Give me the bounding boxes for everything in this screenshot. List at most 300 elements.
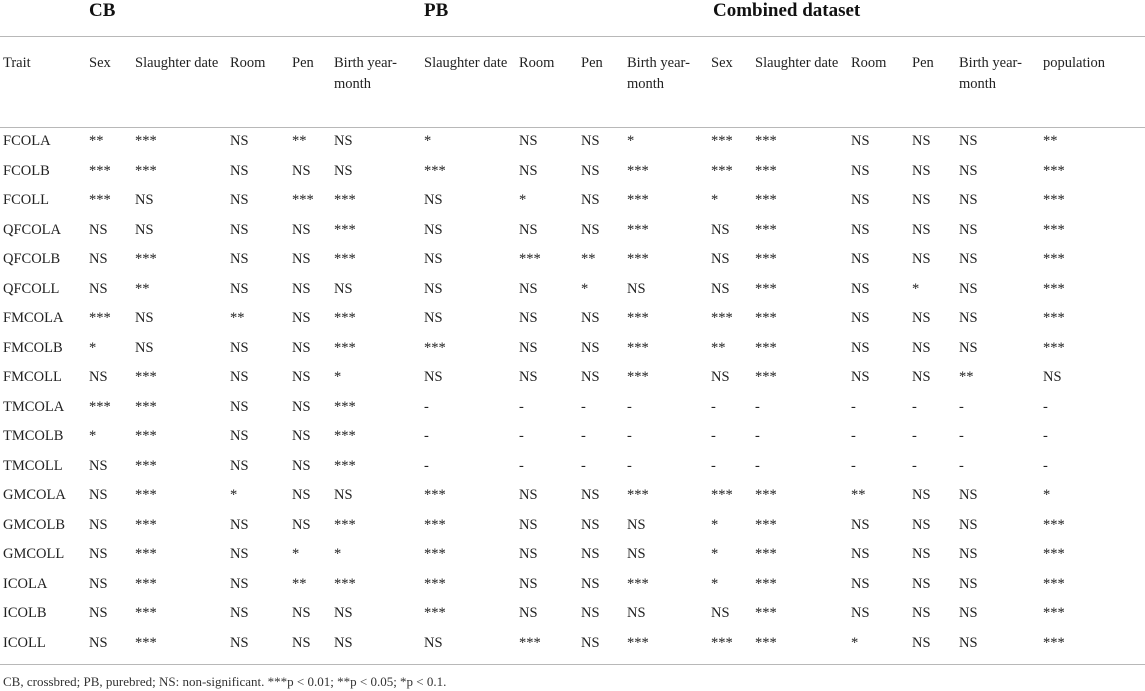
significance-cell: NS bbox=[851, 546, 870, 562]
significance-cell: * bbox=[334, 546, 342, 562]
significance-cell: *** bbox=[334, 457, 356, 474]
significance-cell: NS bbox=[959, 310, 978, 326]
significance-cell: *** bbox=[711, 634, 733, 651]
significance-cell: NS bbox=[912, 192, 931, 208]
significance-cell: NS bbox=[851, 221, 870, 238]
significance-cell: NS bbox=[851, 339, 870, 356]
significance-cell: * bbox=[581, 280, 589, 297]
significance-cell: NS bbox=[230, 280, 249, 297]
significance-cell: *** bbox=[1043, 251, 1065, 267]
trait-cell: ICOLA bbox=[3, 575, 48, 592]
significance-cell: NS bbox=[519, 280, 538, 297]
significance-cell: NS bbox=[581, 369, 600, 385]
significance-cell: - bbox=[519, 428, 524, 444]
significance-cell: *** bbox=[755, 369, 777, 385]
significance-cell: * bbox=[1043, 487, 1051, 503]
significance-cell: NS bbox=[89, 487, 108, 503]
trait-cell: GMCOLL bbox=[3, 546, 65, 562]
significance-cell: *** bbox=[334, 339, 356, 356]
significance-cell: *** bbox=[755, 221, 777, 238]
significance-cell: *** bbox=[755, 516, 777, 533]
significance-cell: NS bbox=[135, 221, 154, 238]
significance-cell: NS bbox=[424, 310, 443, 326]
significance-cell: * bbox=[89, 428, 97, 444]
significance-cell: ** bbox=[581, 251, 596, 267]
significance-cell: NS bbox=[519, 487, 538, 503]
significance-cell: NS bbox=[581, 575, 600, 592]
significance-cell: NS bbox=[292, 605, 311, 621]
significance-cell: *** bbox=[755, 310, 777, 326]
significance-cell: *** bbox=[424, 487, 446, 503]
table-body bbox=[0, 127, 1145, 658]
significance-cell: NS bbox=[959, 575, 978, 592]
significance-cell: - bbox=[627, 428, 632, 444]
significance-cell: NS bbox=[851, 280, 870, 297]
significance-cell: NS bbox=[581, 546, 600, 562]
table-row bbox=[0, 629, 1145, 659]
column-header: Birth year-month bbox=[627, 55, 690, 92]
significance-cell: *** bbox=[135, 634, 157, 651]
significance-cell: NS bbox=[424, 634, 443, 651]
significance-cell: - bbox=[912, 398, 917, 415]
significance-cell: NS bbox=[959, 605, 978, 621]
table-row bbox=[0, 127, 1145, 157]
significance-cell: *** bbox=[627, 487, 649, 503]
column-header: Slaughter date bbox=[135, 55, 219, 71]
table-row bbox=[0, 275, 1145, 305]
significance-cell: NS bbox=[334, 634, 353, 651]
trait-cell: FCOLA bbox=[3, 133, 51, 149]
significance-cell: NS bbox=[292, 339, 311, 356]
significance-cell: NS bbox=[292, 634, 311, 651]
top-rule bbox=[0, 36, 1145, 37]
significance-cell: NS bbox=[851, 310, 870, 326]
column-header: Slaughter date bbox=[424, 55, 508, 71]
significance-cell: - bbox=[1043, 398, 1048, 415]
significance-cell: NS bbox=[711, 605, 730, 621]
significance-cell: *** bbox=[1043, 605, 1065, 621]
significance-cell: *** bbox=[89, 398, 111, 415]
significance-cell: *** bbox=[89, 162, 111, 179]
significance-cell: - bbox=[424, 428, 429, 444]
significance-cell: *** bbox=[334, 192, 356, 208]
significance-cell: NS bbox=[581, 162, 600, 179]
significance-cell: ** bbox=[292, 133, 307, 149]
significance-cell: NS bbox=[959, 192, 978, 208]
significance-cell: *** bbox=[89, 310, 111, 326]
significance-cell: NS bbox=[912, 339, 931, 356]
table-footnote: CB, crossbred; PB, purebred; NS: non-significant. ***p < 0.01; **p < 0.05; *p < 0.1. bbox=[3, 674, 447, 689]
significance-cell: NS bbox=[230, 251, 249, 267]
significance-cell: - bbox=[627, 457, 632, 474]
significance-cell: * bbox=[334, 369, 342, 385]
significance-cell: NS bbox=[711, 221, 730, 238]
group-header-pb: PB bbox=[424, 0, 449, 21]
significance-cell: NS bbox=[959, 487, 978, 503]
significance-cell: *** bbox=[755, 280, 777, 297]
significance-cell: NS bbox=[581, 516, 600, 533]
significance-cell: - bbox=[959, 457, 964, 474]
significance-cell: *** bbox=[135, 605, 157, 621]
significance-cell: - bbox=[755, 398, 760, 415]
significance-cell: - bbox=[1043, 457, 1048, 474]
significance-cell: - bbox=[755, 457, 760, 474]
column-header: Pen bbox=[912, 55, 934, 71]
significance-cell: NS bbox=[959, 221, 978, 238]
significance-cell: - bbox=[581, 398, 586, 415]
significance-cell: *** bbox=[1043, 546, 1065, 562]
significance-cell: NS bbox=[912, 221, 931, 238]
significance-cell: NS bbox=[292, 487, 311, 503]
significance-cell: - bbox=[851, 398, 856, 415]
table-row bbox=[0, 186, 1145, 216]
table-row bbox=[0, 570, 1145, 600]
significance-cell: ** bbox=[292, 575, 307, 592]
significance-cell: NS bbox=[424, 251, 443, 267]
significance-cell: ** bbox=[89, 133, 104, 149]
significance-cell: - bbox=[627, 398, 632, 415]
significance-cell: NS bbox=[292, 457, 311, 474]
significance-cell: NS bbox=[89, 605, 108, 621]
significance-cell: NS bbox=[912, 310, 931, 326]
significance-cell: - bbox=[424, 398, 429, 415]
significance-cell: NS bbox=[519, 546, 538, 562]
significance-cell: *** bbox=[519, 251, 541, 267]
significance-cell: - bbox=[959, 428, 964, 444]
table-row bbox=[0, 304, 1145, 334]
significance-cell: NS bbox=[912, 516, 931, 533]
table-row bbox=[0, 540, 1145, 570]
significance-cell: NS bbox=[519, 369, 538, 385]
column-header: population bbox=[1043, 55, 1106, 71]
significance-cell: NS bbox=[424, 192, 443, 208]
table-row bbox=[0, 216, 1145, 246]
significance-cell: NS bbox=[627, 516, 646, 533]
trait-cell: FMCOLA bbox=[3, 310, 64, 326]
significance-cell: *** bbox=[627, 251, 649, 267]
significance-cell: *** bbox=[755, 605, 777, 621]
significance-cell: *** bbox=[424, 339, 446, 356]
significance-cell: NS bbox=[292, 280, 311, 297]
significance-cell: NS bbox=[851, 369, 870, 385]
significance-cell: NS bbox=[230, 575, 249, 592]
significance-cell: NS bbox=[627, 280, 646, 297]
significance-cell: NS bbox=[230, 634, 249, 651]
significance-cell: NS bbox=[581, 487, 600, 503]
significance-cell: * bbox=[519, 192, 527, 208]
significance-cell: NS bbox=[912, 162, 931, 179]
significance-cell: *** bbox=[334, 221, 356, 238]
significance-cell: NS bbox=[851, 133, 870, 149]
significance-cell: *** bbox=[627, 162, 649, 179]
significance-cell: NS bbox=[581, 133, 600, 149]
significance-cell: NS bbox=[519, 575, 538, 592]
significance-cell: - bbox=[851, 457, 856, 474]
column-header: Birth year-month bbox=[959, 55, 1022, 92]
significance-cell: *** bbox=[755, 575, 777, 592]
significance-cell: *** bbox=[627, 369, 649, 385]
significance-cell: *** bbox=[135, 398, 157, 415]
significance-cell: NS bbox=[959, 251, 978, 267]
significance-cell: NS bbox=[627, 605, 646, 621]
significance-cell: NS bbox=[959, 339, 978, 356]
significance-cell: NS bbox=[959, 546, 978, 562]
significance-cell: NS bbox=[959, 516, 978, 533]
significance-cell: NS bbox=[230, 428, 249, 444]
significance-cell: NS bbox=[230, 133, 249, 149]
trait-cell: TMCOLA bbox=[3, 398, 65, 415]
significance-cell: * bbox=[292, 546, 300, 562]
significance-cell: *** bbox=[334, 575, 356, 592]
significance-cell: ** bbox=[230, 310, 245, 326]
significance-cell: *** bbox=[627, 192, 649, 208]
significance-cell: NS bbox=[292, 398, 311, 415]
significance-cell: *** bbox=[627, 634, 649, 651]
significance-cell: NS bbox=[424, 280, 443, 297]
significance-cell: NS bbox=[711, 280, 730, 297]
significance-cell: *** bbox=[135, 162, 157, 179]
significance-cell: NS bbox=[519, 133, 538, 149]
significance-cell: NS bbox=[912, 487, 931, 503]
trait-cell: ICOLB bbox=[3, 605, 47, 621]
significance-cell: *** bbox=[334, 516, 356, 533]
significance-cell: *** bbox=[711, 162, 733, 179]
trait-cell: FMCOLB bbox=[3, 339, 63, 356]
significance-cell: - bbox=[959, 398, 964, 415]
significance-cell: NS bbox=[959, 133, 978, 149]
significance-cell: NS bbox=[519, 310, 538, 326]
significance-cell: NS bbox=[851, 192, 870, 208]
column-header: Room bbox=[851, 55, 887, 71]
significance-cell: - bbox=[519, 398, 524, 415]
significance-cell: * bbox=[230, 487, 238, 503]
significance-cell: * bbox=[711, 546, 719, 562]
significance-cell: NS bbox=[959, 162, 978, 179]
table-row bbox=[0, 245, 1145, 275]
significance-cell: NS bbox=[292, 516, 311, 533]
significance-cell: NS bbox=[959, 634, 978, 651]
significance-cell: *** bbox=[1043, 162, 1065, 179]
significance-cell: NS bbox=[424, 221, 443, 238]
significance-cell: *** bbox=[1043, 339, 1065, 356]
significance-cell: NS bbox=[581, 634, 600, 651]
column-header: Slaughter date bbox=[755, 55, 839, 71]
significance-cell: NS bbox=[334, 133, 353, 149]
trait-cell: GMCOLB bbox=[3, 516, 66, 533]
significance-cell: * bbox=[711, 575, 719, 592]
significance-cell: *** bbox=[424, 546, 446, 562]
column-header: Room bbox=[230, 55, 266, 71]
significance-cell: *** bbox=[135, 575, 157, 592]
significance-cell: * bbox=[851, 634, 859, 651]
significance-cell: NS bbox=[135, 339, 154, 356]
significance-cell: NS bbox=[230, 221, 249, 238]
significance-cell: NS bbox=[230, 605, 249, 621]
significance-cell: ** bbox=[711, 339, 726, 356]
significance-cell: NS bbox=[519, 221, 538, 238]
significance-cell: - bbox=[1043, 428, 1048, 444]
significance-cell: NS bbox=[230, 192, 249, 208]
significance-cell: *** bbox=[1043, 221, 1065, 238]
significance-cell: NS bbox=[912, 575, 931, 592]
significance-cell: NS bbox=[851, 162, 870, 179]
significance-cell: *** bbox=[755, 487, 777, 503]
bottom-rule bbox=[0, 664, 1145, 665]
significance-cell: NS bbox=[230, 546, 249, 562]
group-header-combined: Combined dataset bbox=[713, 0, 861, 21]
trait-cell: QFCOLA bbox=[3, 221, 62, 238]
significance-cell: *** bbox=[519, 634, 541, 651]
significance-cell: NS bbox=[89, 369, 108, 385]
significance-cell: NS bbox=[912, 634, 931, 651]
significance-cell: NS bbox=[292, 369, 311, 385]
significance-cell: *** bbox=[711, 133, 733, 149]
significance-cell: NS bbox=[89, 546, 108, 562]
trait-cell: QFCOLB bbox=[3, 251, 61, 267]
table-row bbox=[0, 334, 1145, 364]
significance-cell: * bbox=[711, 516, 719, 533]
significance-cell: NS bbox=[292, 221, 311, 238]
trait-cell: ICOLL bbox=[3, 634, 46, 651]
significance-cell: NS bbox=[711, 251, 730, 267]
significance-cell: NS bbox=[89, 251, 108, 267]
significance-cell: *** bbox=[755, 339, 777, 356]
significance-cell: *** bbox=[755, 162, 777, 179]
significance-cell: NS bbox=[519, 516, 538, 533]
significance-cell: ** bbox=[135, 280, 150, 297]
significance-cell: NS bbox=[230, 398, 249, 415]
significance-cell: *** bbox=[1043, 192, 1065, 208]
significance-cell: *** bbox=[755, 133, 777, 149]
trait-cell: FCOLL bbox=[3, 192, 49, 208]
significance-cell: NS bbox=[89, 575, 108, 592]
significance-cell: NS bbox=[581, 192, 600, 208]
significance-cell: NS bbox=[89, 280, 108, 297]
significance-cell: - bbox=[581, 457, 586, 474]
significance-cell: * bbox=[89, 339, 97, 356]
trait-cell: TMCOLB bbox=[3, 428, 64, 444]
significance-cell: NS bbox=[135, 310, 154, 326]
significance-cell: ** bbox=[851, 487, 866, 503]
significance-cell: NS bbox=[519, 339, 538, 356]
significance-cell: *** bbox=[135, 369, 157, 385]
significance-cell: *** bbox=[135, 457, 157, 474]
significance-cell: *** bbox=[135, 251, 157, 267]
table-row bbox=[0, 511, 1145, 541]
significance-cell: *** bbox=[1043, 516, 1065, 533]
significance-cell: *** bbox=[135, 516, 157, 533]
significance-cell: NS bbox=[581, 221, 600, 238]
significance-cell: * bbox=[912, 280, 920, 297]
significance-cell: NS bbox=[230, 516, 249, 533]
significance-cell: *** bbox=[424, 516, 446, 533]
significance-cell: *** bbox=[135, 133, 157, 149]
column-header: Sex bbox=[89, 55, 111, 71]
significance-cell: * bbox=[711, 192, 719, 208]
significance-cell: - bbox=[519, 457, 524, 474]
significance-cell: NS bbox=[627, 546, 646, 562]
significance-cell: - bbox=[581, 428, 586, 444]
significance-cell: NS bbox=[89, 457, 108, 474]
column-header: Sex bbox=[711, 55, 733, 71]
significance-cell: *** bbox=[755, 546, 777, 562]
significance-cell: *** bbox=[424, 162, 446, 179]
significance-cell: NS bbox=[292, 428, 311, 444]
significance-cell: NS bbox=[912, 133, 931, 149]
significance-cell: NS bbox=[581, 339, 600, 356]
significance-cell: NS bbox=[230, 162, 249, 179]
significance-cell: NS bbox=[292, 162, 311, 179]
significance-cell: *** bbox=[627, 310, 649, 326]
significance-cell: ** bbox=[959, 369, 974, 385]
header-row bbox=[0, 44, 1145, 127]
table-row bbox=[0, 157, 1145, 187]
significance-cell: NS bbox=[851, 251, 870, 267]
significance-cell: NS bbox=[959, 280, 978, 297]
trait-cell: QFCOLL bbox=[3, 280, 60, 297]
significance-cell: *** bbox=[1043, 310, 1065, 326]
significance-cell: *** bbox=[1043, 634, 1065, 651]
significance-cell: NS bbox=[89, 634, 108, 651]
significance-cell: NS bbox=[89, 221, 108, 238]
significance-cell: NS bbox=[912, 546, 931, 562]
significance-cell: NS bbox=[711, 369, 730, 385]
table-row bbox=[0, 599, 1145, 629]
significance-cell: NS bbox=[851, 575, 870, 592]
significance-cell: NS bbox=[292, 251, 311, 267]
significance-cell: *** bbox=[755, 634, 777, 651]
table-row bbox=[0, 422, 1145, 452]
significance-cell: *** bbox=[1043, 280, 1065, 297]
significance-cell: *** bbox=[755, 251, 777, 267]
significance-cell: - bbox=[711, 398, 716, 415]
significance-cell: *** bbox=[424, 605, 446, 621]
significance-cell: NS bbox=[581, 605, 600, 621]
significance-cell: *** bbox=[135, 428, 157, 444]
significance-table bbox=[0, 44, 1145, 658]
significance-cell: NS bbox=[230, 457, 249, 474]
column-header-trait: Trait bbox=[3, 55, 31, 71]
significance-cell: *** bbox=[711, 310, 733, 326]
significance-cell: *** bbox=[627, 575, 649, 592]
significance-cell: *** bbox=[135, 546, 157, 562]
significance-cell: NS bbox=[230, 339, 249, 356]
significance-cell: - bbox=[755, 428, 760, 444]
table-row bbox=[0, 481, 1145, 511]
significance-cell: NS bbox=[912, 369, 931, 385]
header-rule bbox=[0, 127, 1145, 128]
significance-cell: *** bbox=[89, 192, 111, 208]
table-row bbox=[0, 452, 1145, 482]
group-header-cb: CB bbox=[89, 0, 116, 21]
significance-cell: NS bbox=[230, 369, 249, 385]
significance-cell: NS bbox=[89, 516, 108, 533]
table-row bbox=[0, 393, 1145, 423]
significance-cell: *** bbox=[334, 428, 356, 444]
significance-cell: NS bbox=[912, 605, 931, 621]
significance-cell: * bbox=[627, 133, 635, 149]
significance-cell: *** bbox=[1043, 575, 1065, 592]
significance-cell: NS bbox=[912, 251, 931, 267]
significance-cell: NS bbox=[851, 605, 870, 621]
significance-cell: *** bbox=[135, 487, 157, 503]
significance-cell: *** bbox=[334, 310, 356, 326]
significance-cell: NS bbox=[519, 605, 538, 621]
significance-cell: *** bbox=[424, 575, 446, 592]
significance-cell: *** bbox=[755, 192, 777, 208]
significance-cell: ** bbox=[1043, 133, 1058, 149]
significance-cell: * bbox=[424, 133, 432, 149]
